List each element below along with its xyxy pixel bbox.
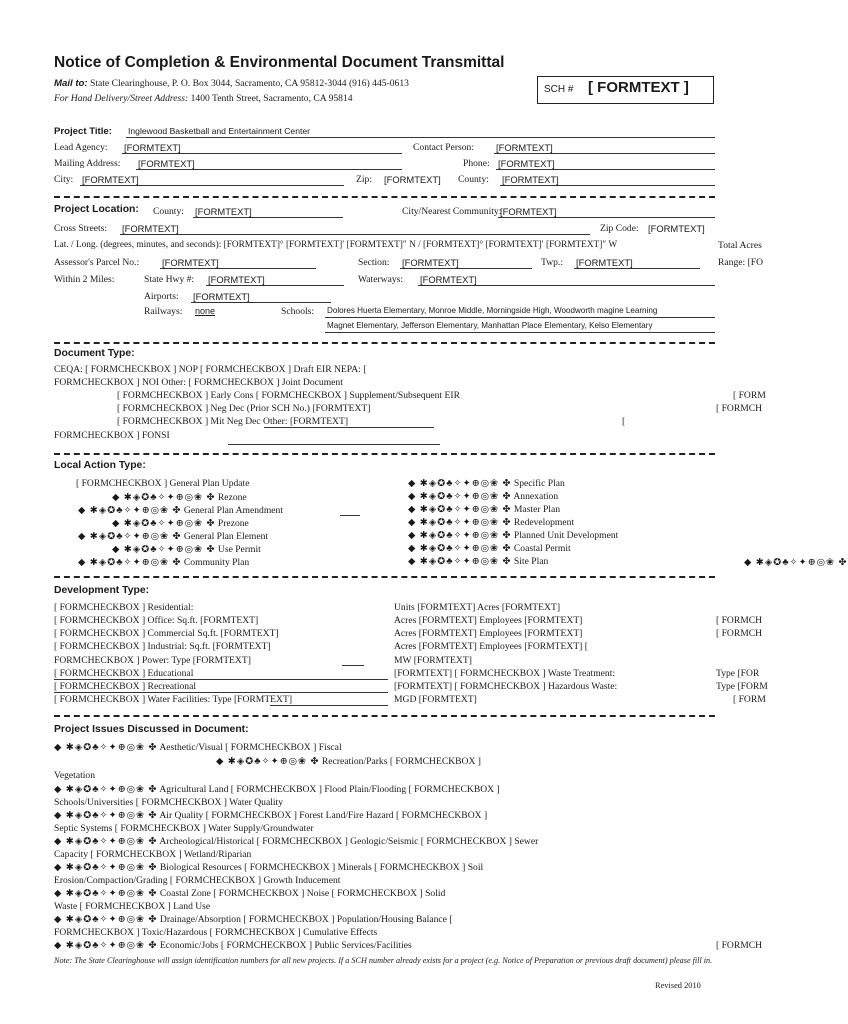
city-community-line: [498, 217, 715, 218]
project-title-label: Project Title:: [54, 126, 112, 137]
form-title: Notice of Completion & Environmental Document Transmittal: [54, 54, 505, 71]
airports-label: Airports:: [144, 291, 179, 302]
title-underline: [126, 137, 715, 138]
local-left-4-row[interactable]: ◆ ✱◈✪♣✧✦⊕◎❀ ✤ General Plan Element: [78, 531, 269, 542]
railways-value[interactable]: none: [195, 306, 216, 316]
city-community-field[interactable]: [FORMTEXT]: [500, 206, 557, 217]
doc-type-right-1[interactable]: [ FORM: [733, 390, 766, 401]
total-acres-label: Total Acres: [718, 240, 762, 251]
city-community-label: City/Nearest Community:: [402, 206, 502, 217]
mailing-address-label: Mailing Address:: [54, 158, 121, 169]
local-right-1-row[interactable]: ◆ ✱◈✪♣✧✦⊕◎❀ ✤ Annexation: [408, 491, 559, 502]
checkbox-glyph-icon: ◆ ✱◈✪♣✧✦⊕◎❀ ✤: [54, 940, 158, 951]
dev-row-5-mid[interactable]: [FORMTEXT] [ FORMCHECKBOX ] Waste Treatment:: [394, 668, 616, 679]
section-label: Section:: [358, 257, 390, 268]
issue-line-0[interactable]: ◆ ✱◈✪♣✧✦⊕◎❀ ✤ Aesthetic/Visual [ FORMCHECKBOX ] Fiscal: [54, 742, 342, 753]
county-field[interactable]: [FORMTEXT]: [502, 174, 559, 185]
project-issues-heading: Project Issues Discussed in Document:: [54, 724, 249, 735]
zip-code-field[interactable]: [FORMTEXT]: [648, 223, 705, 234]
section-divider: [54, 342, 715, 344]
lead-agency-label: Lead Agency:: [54, 142, 108, 153]
doc-type-line-1[interactable]: CEQA: [ FORMCHECKBOX ] NOP [ FORMCHECKBOX ] Draft EIR NEPA: [: [54, 364, 367, 375]
checkbox-glyph-icon: ◆ ✱◈✪♣✧✦⊕◎❀ ✤: [112, 544, 216, 555]
zip-label: Zip:: [356, 174, 372, 185]
local-left-0[interactable]: [ FORMCHECKBOX ] General Plan Update: [76, 478, 250, 489]
local-action-heading: Local Action Type:: [54, 460, 146, 471]
checkbox-glyph-icon: ◆ ✱◈✪♣✧✦⊕◎❀ ✤: [54, 836, 158, 847]
issue-line-2[interactable]: Vegetation: [54, 770, 96, 781]
gpa-line: [340, 515, 360, 516]
within-2-miles-label: Within 2 Miles:: [54, 274, 115, 285]
educational-line: [54, 679, 388, 680]
cross-streets-label: Cross Streets:: [54, 223, 108, 234]
sch-field[interactable]: [ FORMTEXT ]: [588, 79, 689, 96]
checkbox-glyph-icon: ◆ ✱◈✪♣✧✦⊕◎❀ ✤: [408, 517, 512, 528]
checkbox-glyph-icon: ◆ ✱◈✪♣✧✦⊕◎❀ ✤: [78, 505, 182, 516]
sch-box[interactable]: [537, 76, 714, 104]
revised-date: Revised 2010: [655, 981, 701, 990]
checkbox-glyph-icon: ◆ ✱◈✪♣✧✦⊕◎❀ ✤: [408, 504, 512, 515]
mail-to-line: Mail to: State Clearinghouse, P. O. Box 3044, Sacramento, CA 95812-3044 (916) 445-0613: [54, 78, 409, 89]
contact-line: [494, 153, 715, 154]
section-divider: [54, 576, 715, 578]
apn-field[interactable]: [FORMTEXT]: [162, 257, 219, 268]
city-line: [80, 185, 344, 186]
dev-row-2-left[interactable]: [ FORMCHECKBOX ] Commercial Sq.ft. [FORMTEXT]: [54, 628, 279, 639]
fonsi-line: [228, 444, 440, 445]
section-divider: [54, 715, 715, 717]
railways-label: Railways:: [144, 306, 183, 317]
issue-line-14[interactable]: FORMCHECKBOX ] Toxic/Hazardous [ FORMCHECKBOX ] Cumulative Effects: [54, 927, 378, 938]
issue-line-9[interactable]: ◆ ✱◈✪♣✧✦⊕◎❀ ✤ Biological Resources [ FORMCHECKBOX ] Minerals [ FORMCHECKBOX ] Soil: [54, 862, 484, 873]
power-line: [342, 665, 364, 666]
issue-line-4[interactable]: Schools/Universities [ FORMCHECKBOX ] Water Quality: [54, 797, 284, 808]
local-right-3-row[interactable]: ◆ ✱◈✪♣✧✦⊕◎❀ ✤ Redevelopment: [408, 517, 575, 528]
issue-line-13[interactable]: ◆ ✱◈✪♣✧✦⊕◎❀ ✤ Drainage/Absorption [ FORMCHECKBOX ] Population/Housing Balance [: [54, 914, 453, 925]
hand-delivery-line: For Hand Delivery/Street Address: 1400 Tenth Street, Sacramento, CA 95814: [54, 93, 353, 104]
issue-line-10[interactable]: Erosion/Compaction/Grading [ FORMCHECKBOX ] Growth Inducement: [54, 875, 341, 886]
schools-line-2[interactable]: Magnet Elementary, Jefferson Elementary, Manhattan Place Elementary, Kelso Elementary: [327, 321, 653, 330]
cross-streets-line: [120, 234, 590, 235]
footer-note: Note: The State Clearinghouse will assign identification numbers for all new projects. If a SCH number already exists for a project (e.g. Notice of Preparation or previous draft document) please fill in.: [54, 956, 713, 965]
checkbox-glyph-icon: ◆ ✱◈✪♣✧✦⊕◎❀ ✤: [54, 862, 158, 873]
local-left-6-row[interactable]: ◆ ✱◈✪♣✧✦⊕◎❀ ✤ Community Plan: [78, 557, 250, 568]
schools-line-1-rule: [325, 317, 715, 318]
local-right-5-row[interactable]: ◆ ✱◈✪♣✧✦⊕◎❀ ✤ Coastal Permit: [408, 543, 571, 554]
twp-label: Twp.:: [541, 257, 563, 268]
checkbox-glyph-icon: ◆ ✱◈✪♣✧✦⊕◎❀ ✤: [54, 742, 158, 753]
checkbox-glyph-icon: ◆ ✱◈✪♣✧✦⊕◎❀ ✤: [408, 543, 512, 554]
checkbox-glyph-icon[interactable]: ◆ ✱◈✪♣✧✦⊕◎❀ ✤: [744, 557, 848, 568]
dev-row-1-right[interactable]: [ FORMCH: [716, 615, 763, 626]
schools-line-2-rule: [325, 332, 715, 333]
dev-row-3-left[interactable]: [ FORMCHECKBOX ] Industrial: Sq.ft. [FORMTEXT]: [54, 641, 271, 652]
checkbox-glyph-icon: ◆ ✱◈✪♣✧✦⊕◎❀ ✤: [78, 557, 182, 568]
dev-row-6-right[interactable]: Type [FORM: [716, 681, 768, 692]
issue-line-3[interactable]: ◆ ✱◈✪♣✧✦⊕◎❀ ✤ Agricultural Land [ FORMCHECKBOX ] Flood Plain/Flooding [ FORMCHECKBOX ]: [54, 784, 500, 795]
project-title-value[interactable]: Inglewood Basketball and Entertainment Center: [128, 126, 311, 136]
lead-agency-line: [122, 153, 402, 154]
mailing-address-field[interactable]: [FORMTEXT]: [138, 158, 195, 169]
issue-line-12[interactable]: Waste [ FORMCHECKBOX ] Land Use: [54, 901, 211, 912]
cross-streets-field[interactable]: [FORMTEXT]: [122, 223, 179, 234]
recreational-line: [54, 692, 388, 693]
apn-label: Assessor's Parcel No.:: [54, 257, 140, 268]
schools-label: Schools:: [281, 306, 315, 317]
doc-type-line-3[interactable]: [ FORMCHECKBOX ] Early Cons [ FORMCHECKBOX ] Supplement/Subsequent EIR: [117, 390, 460, 401]
state-hwy-label: State Hwy #:: [144, 274, 195, 285]
checkbox-glyph-icon: ◆ ✱◈✪♣✧✦⊕◎❀ ✤: [54, 914, 158, 925]
range-label[interactable]: Range: [FO: [718, 257, 764, 268]
checkbox-glyph-icon: ◆ ✱◈✪♣✧✦⊕◎❀ ✤: [54, 888, 158, 899]
phone-line: [496, 169, 715, 170]
issue-line-1[interactable]: ◆ ✱◈✪♣✧✦⊕◎❀ ✤ Recreation/Parks [ FORMCHECKBOX ]: [216, 756, 481, 767]
dev-row-4-mid[interactable]: MW [FORMTEXT]: [394, 655, 472, 666]
loc-county-label: County:: [153, 206, 184, 217]
checkbox-glyph-icon: ◆ ✱◈✪♣✧✦⊕◎❀ ✤: [408, 478, 512, 489]
dev-row-6-mid[interactable]: [FORMTEXT] [ FORMCHECKBOX ] Hazardous Waste:: [394, 681, 618, 692]
checkbox-glyph-icon: ◆ ✱◈✪♣✧✦⊕◎❀ ✤: [54, 810, 158, 821]
city-label: City:: [54, 174, 74, 185]
doc-type-line-6[interactable]: FORMCHECKBOX ] FONSI: [54, 430, 170, 441]
doc-type-right-2[interactable]: [ FORMCH: [716, 403, 763, 414]
doc-type-line-5[interactable]: [ FORMCHECKBOX ] Mit Neg Dec Other: [FORMTEXT]: [117, 416, 349, 427]
document-type-heading: Document Type:: [54, 348, 135, 359]
zip-field[interactable]: [FORMTEXT]: [384, 174, 441, 185]
doc-type-bracket: [: [622, 416, 626, 427]
issue-line-8[interactable]: Capacity [ FORMCHECKBOX ] Wetland/Riparian: [54, 849, 252, 860]
contact-person-field[interactable]: [FORMTEXT]: [496, 142, 553, 153]
checkbox-glyph-icon: ◆ ✱◈✪♣✧✦⊕◎❀ ✤: [78, 531, 182, 542]
waterways-label: Waterways:: [358, 274, 404, 285]
dev-row-7-right[interactable]: [ FORM: [733, 694, 766, 705]
county-label: County:: [458, 174, 489, 185]
local-left-2-row[interactable]: ◆ ✱◈✪♣✧✦⊕◎❀ ✤ General Plan Amendment: [78, 505, 284, 516]
issue-line-6[interactable]: Septic Systems [ FORMCHECKBOX ] Water Supply/Groundwater: [54, 823, 314, 834]
dev-row-2-mid[interactable]: Acres [FORMTEXT] Employees [FORMTEXT]: [394, 628, 583, 639]
section-field[interactable]: [FORMTEXT]: [402, 257, 459, 268]
loc-county-field[interactable]: [FORMTEXT]: [195, 206, 252, 217]
lat-long-line[interactable]: Lat. / Long. (degrees, minutes, and seconds): [FORMTEXT]° [FORMTEXT]′ [FORMTEXT]″ N / [FORMTEXT]° [FORMTEXT]′ [FORMTEXT]″ W: [54, 240, 618, 250]
checkbox-glyph-icon: ◆ ✱◈✪♣✧✦⊕◎❀ ✤: [54, 784, 158, 795]
zip-code-label: Zip Code:: [600, 223, 639, 234]
doc-type-line-4[interactable]: [ FORMCHECKBOX ] Neg Dec (Prior SCH No.) [FORMTEXT]: [117, 403, 371, 414]
airports-line: [191, 302, 331, 303]
checkbox-glyph-icon: ◆ ✱◈✪♣✧✦⊕◎❀ ✤: [112, 518, 216, 529]
section-divider: [54, 196, 715, 198]
local-left-1-row[interactable]: ◆ ✱◈✪♣✧✦⊕◎❀ ✤ Rezone: [112, 492, 247, 503]
loc-county-line: [193, 217, 343, 218]
waterways-field[interactable]: [FORMTEXT]: [420, 274, 477, 285]
waterways-line: [418, 285, 715, 286]
development-type-heading: Development Type:: [54, 585, 150, 596]
phone-field[interactable]: [FORMTEXT]: [498, 158, 555, 169]
state-hwy-line: [206, 285, 344, 286]
issue-line-5[interactable]: ◆ ✱◈✪♣✧✦⊕◎❀ ✤ Air Quality [ FORMCHECKBOX ] Forest Land/Fire Hazard [ FORMCHECKBOX ]: [54, 810, 488, 821]
issue-right-cut[interactable]: [ FORMCH: [716, 940, 763, 951]
county-line: [500, 185, 715, 186]
checkbox-glyph-icon: ◆ ✱◈✪♣✧✦⊕◎❀ ✤: [216, 756, 320, 767]
airports-field[interactable]: [FORMTEXT]: [193, 291, 250, 302]
local-right-2-row[interactable]: ◆ ✱◈✪♣✧✦⊕◎❀ ✤ Master Plan: [408, 504, 561, 515]
dev-row-6-left[interactable]: [ FORMCHECKBOX ] Recreational: [54, 681, 197, 692]
mailing-line: [136, 169, 402, 170]
local-right-6-row[interactable]: ◆ ✱◈✪♣✧✦⊕◎❀ ✤ Site Plan: [408, 556, 549, 567]
dev-row-1-mid[interactable]: Acres [FORMTEXT] Employees [FORMTEXT]: [394, 615, 583, 626]
dev-row-0-left[interactable]: [ FORMCHECKBOX ] Residential:: [54, 602, 194, 613]
twp-line: [574, 268, 700, 269]
city-field[interactable]: [FORMTEXT]: [82, 174, 139, 185]
issue-line-15[interactable]: ◆ ✱◈✪♣✧✦⊕◎❀ ✤ Economic/Jobs [ FORMCHECKBOX ] Public Services/Facilities: [54, 940, 412, 951]
apn-line: [160, 268, 316, 269]
dev-row-4-left[interactable]: FORMCHECKBOX ] Power: Type [FORMTEXT]: [54, 655, 251, 666]
section-divider: [54, 453, 715, 455]
dev-row-7-mid[interactable]: MGD [FORMTEXT]: [394, 694, 477, 705]
dev-row-2-right[interactable]: [ FORMCH: [716, 628, 763, 639]
water-facilities-line: [270, 705, 388, 706]
section-line: [400, 268, 532, 269]
checkbox-glyph-icon: ◆ ✱◈✪♣✧✦⊕◎❀ ✤: [408, 556, 512, 567]
local-right-4-row[interactable]: ◆ ✱◈✪♣✧✦⊕◎❀ ✤ Planned Unit Development: [408, 530, 619, 541]
mit-neg-dec-line: [264, 427, 434, 428]
schools-line-1[interactable]: Dolores Huerta Elementary, Monroe Middle, Morningside High, Woodworth magine Learning: [327, 306, 658, 315]
issue-line-7[interactable]: ◆ ✱◈✪♣✧✦⊕◎❀ ✤ Archeological/Historical [ FORMCHECKBOX ] Geologic/Seismic [ FORMCHECKBOX ] Sewer: [54, 836, 539, 847]
twp-field[interactable]: [FORMTEXT]: [576, 257, 633, 268]
lead-agency-field[interactable]: [FORMTEXT]: [124, 142, 181, 153]
dev-row-1-left[interactable]: [ FORMCHECKBOX ] Office: Sq.ft. [FORMTEXT]: [54, 615, 259, 626]
project-location-heading: Project Location:: [54, 204, 139, 215]
sch-label: SCH #: [544, 84, 574, 95]
local-right-0-row[interactable]: ◆ ✱◈✪♣✧✦⊕◎❀ ✤ Specific Plan: [408, 478, 565, 489]
issue-line-11[interactable]: ◆ ✱◈✪♣✧✦⊕◎❀ ✤ Coastal Zone [ FORMCHECKBOX ] Noise [ FORMCHECKBOX ] Solid: [54, 888, 446, 899]
dev-row-5-right[interactable]: Type [FOR: [716, 668, 760, 679]
dev-row-5-left[interactable]: [ FORMCHECKBOX ] Educational: [54, 668, 194, 679]
phone-label: Phone:: [463, 158, 490, 169]
doc-type-line-2[interactable]: FORMCHECKBOX ] NOI Other: [ FORMCHECKBOX ] Joint Document: [54, 377, 343, 388]
checkbox-glyph-icon: ◆ ✱◈✪♣✧✦⊕◎❀ ✤: [408, 530, 512, 541]
local-left-3-row[interactable]: ◆ ✱◈✪♣✧✦⊕◎❀ ✤ Prezone: [112, 518, 249, 529]
dev-row-3-mid[interactable]: Acres [FORMTEXT] Employees [FORMTEXT] [: [394, 641, 588, 652]
state-hwy-field[interactable]: [FORMTEXT]: [208, 274, 265, 285]
local-left-5-row[interactable]: ◆ ✱◈✪♣✧✦⊕◎❀ ✤ Use Permit: [112, 544, 261, 555]
dev-row-7-left[interactable]: [ FORMCHECKBOX ] Water Facilities: Type [FORMTEXT]: [54, 694, 293, 705]
checkbox-glyph-icon: ◆ ✱◈✪♣✧✦⊕◎❀ ✤: [408, 491, 512, 502]
checkbox-glyph-icon: ◆ ✱◈✪♣✧✦⊕◎❀ ✤: [112, 492, 216, 503]
dev-row-0-mid[interactable]: Units [FORMTEXT] Acres [FORMTEXT]: [394, 602, 561, 613]
contact-person-label: Contact Person:: [413, 142, 475, 153]
